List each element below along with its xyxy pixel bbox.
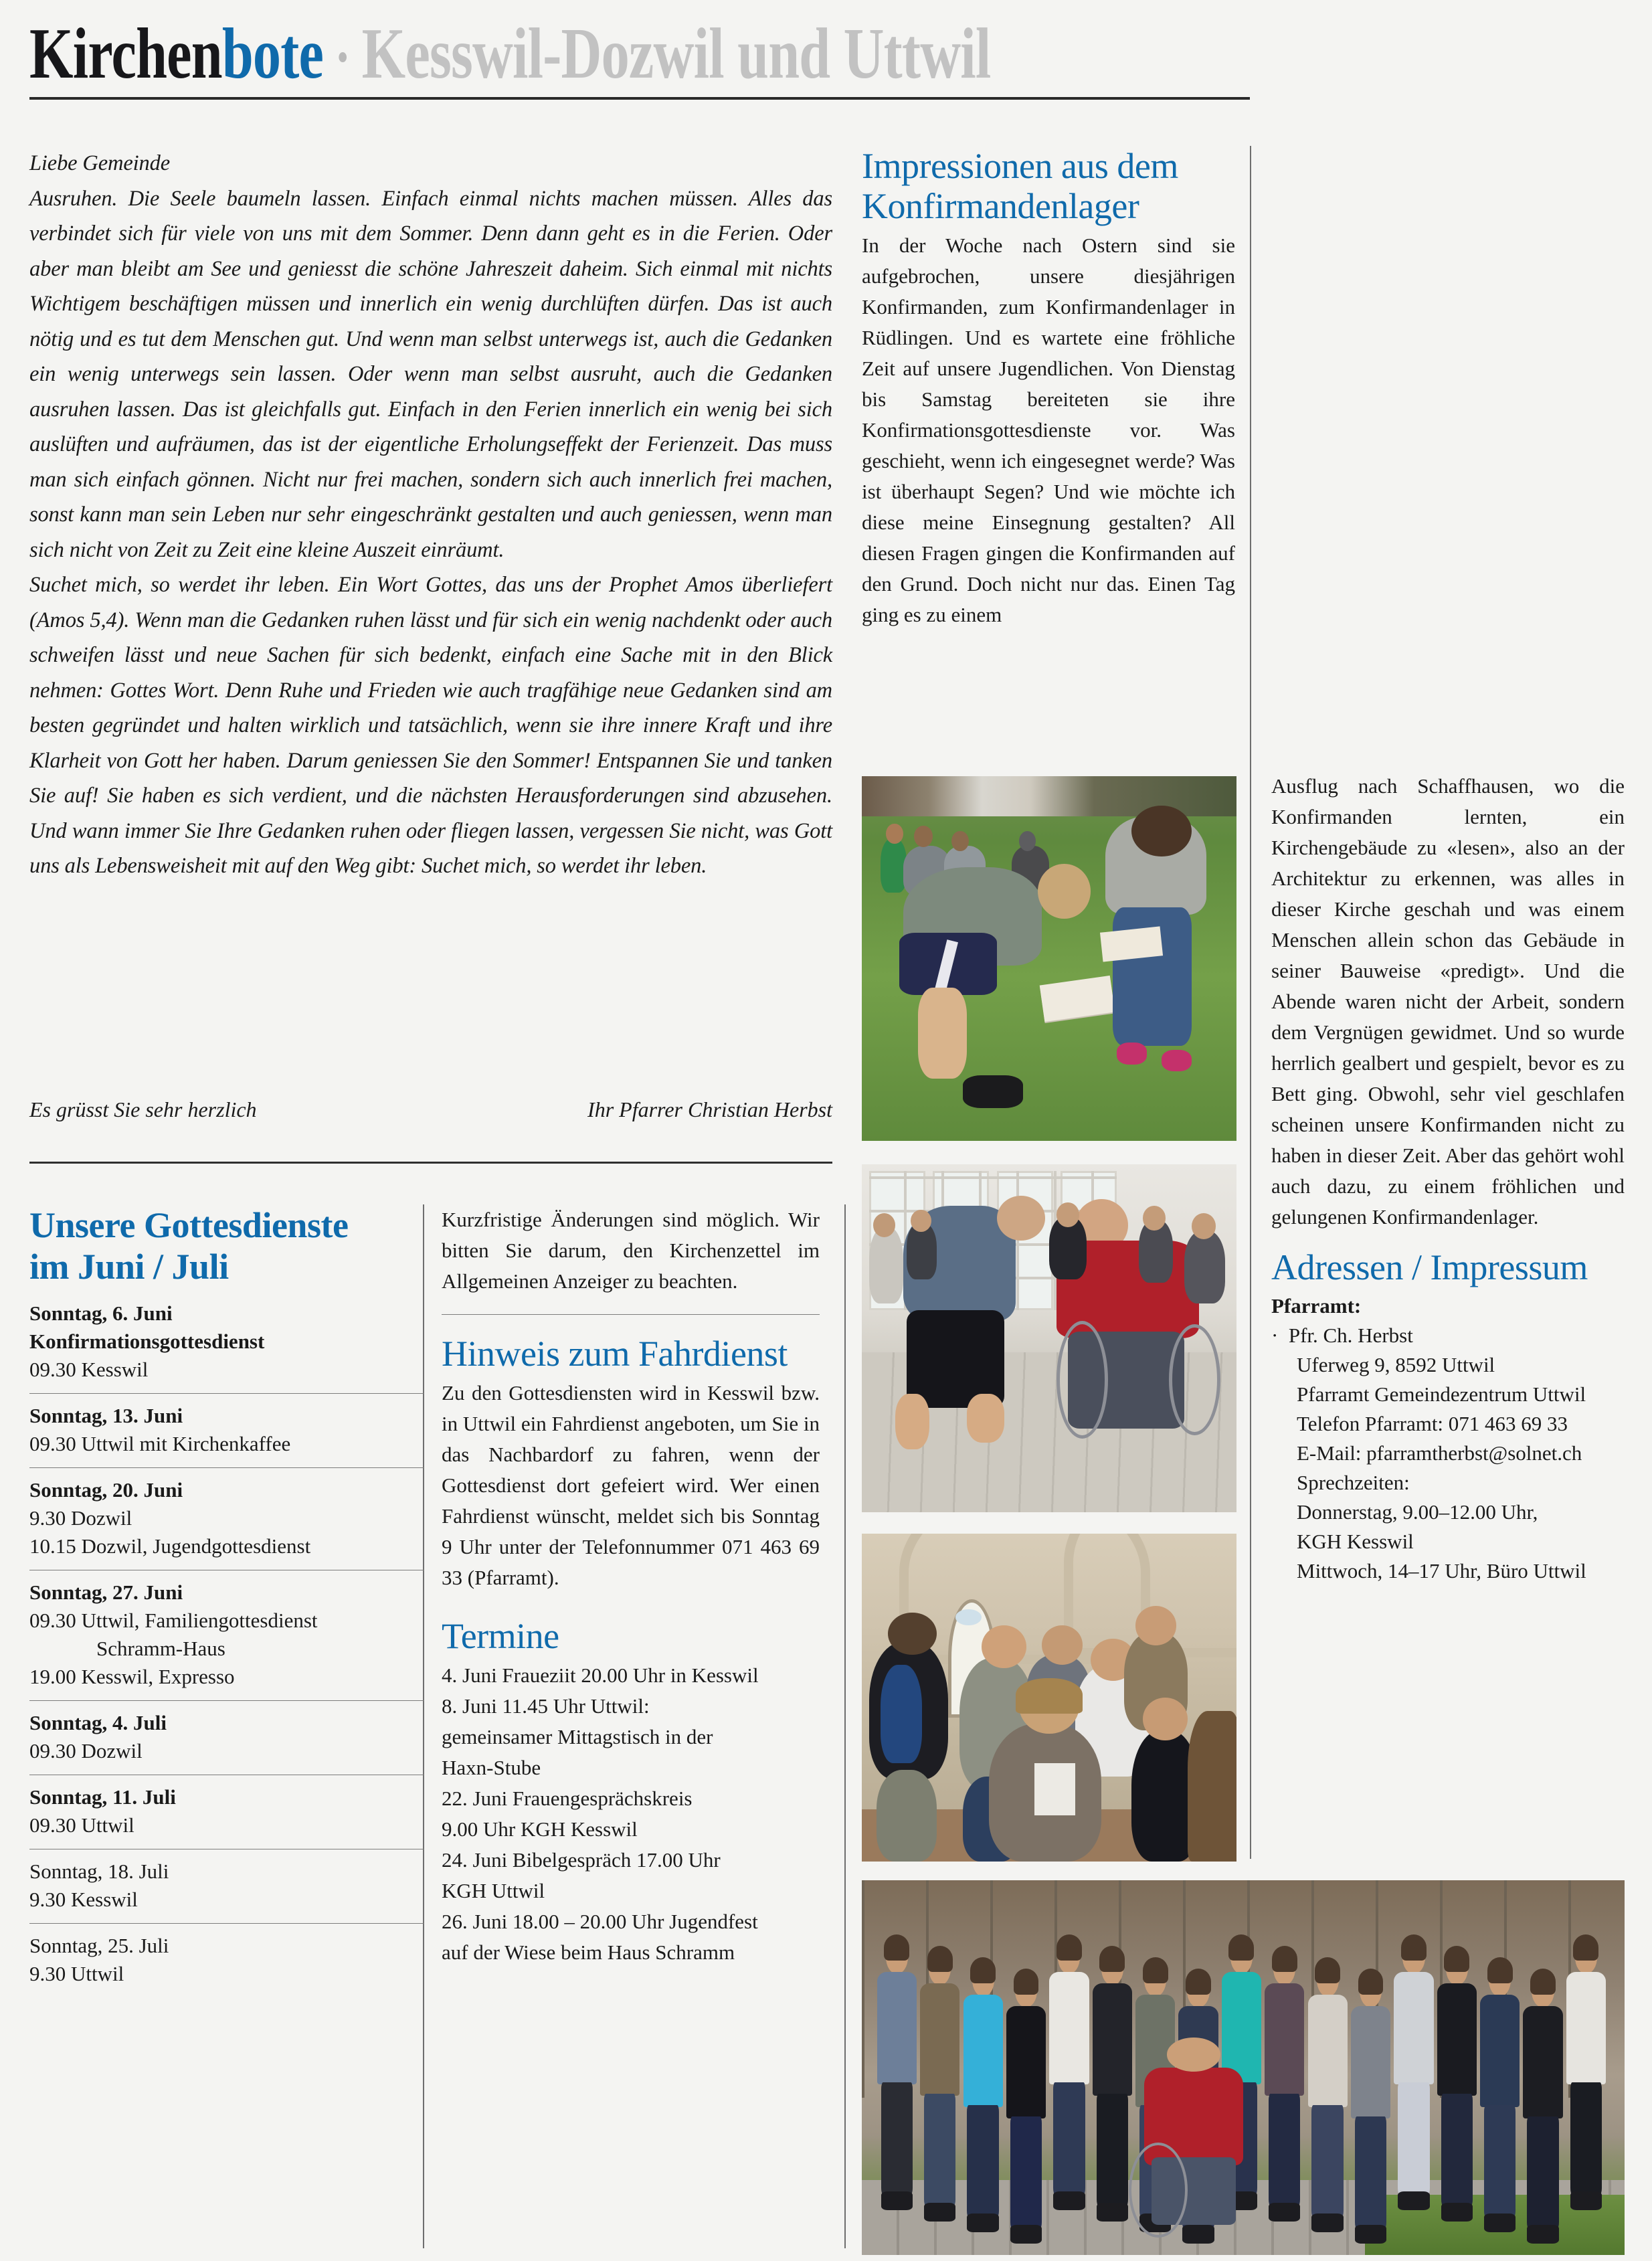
service-entry [29, 1291, 424, 1393]
notice-rule-wrap [442, 1314, 820, 1315]
termine-heading: Termine [442, 1616, 559, 1656]
adressen-line: Donnerstag, 9.00–12.00 Uhr, [1297, 1500, 1538, 1524]
service-detail: 9.30 Dozwil [29, 1506, 132, 1530]
adressen-line: Telefon Pfarramt: 071 463 69 33 [1297, 1412, 1568, 1435]
group-person-torso [1093, 1983, 1132, 2096]
group-person-hair [970, 1957, 996, 1983]
services-section [29, 1204, 424, 1997]
fahrdienst-heading: Hinweis zum Fahrdienst [442, 1334, 788, 1374]
group-person-shoes [1010, 2225, 1042, 2244]
group-person-torso [1006, 2006, 1046, 2118]
group-person-hair [1099, 1946, 1125, 1972]
group-person-torso [1394, 1972, 1433, 2084]
group-person-legs [1398, 2082, 1429, 2195]
impressionen-text-part2: Ausflug nach Schaffhausen, wo die Konfirmanden lernten, ein Kirchengebäude zu «lesen», also an der Architektur zu erkennen, was alles in dieser Kirche geschah und was einem Menschen allein schon das Gebäude in seiner Bauweise «predigt». Und die Abende waren nicht der Arbeit, sondern dem Vergnügen gewidmet. Und so wurde herrlich gealbert und gespielt, bevor es zu Bett ging. Obwohl, sehr viel geschlafen scheinen unsere Konfirmanden nicht zu haben in dieser Zeit. Aber das gehört wohl auch dazu, zu einem fröhlichen und gelungenen Konfirmandenlager. [1271, 774, 1625, 1229]
group-person-hair [1186, 1969, 1211, 1995]
group-person-legs [1311, 2105, 1343, 2218]
service-detail: 09.30 Uttwil, Familiengottesdienst [29, 1609, 318, 1632]
service-date: Sonntag, 4. Juli [29, 1711, 167, 1734]
group-person-hair [1401, 1934, 1427, 1961]
fahrdienst-block [442, 1334, 820, 1593]
service-entry [29, 1775, 424, 1849]
group-person-hair [884, 1934, 909, 1961]
service-detail: 10.15 Dozwil, Jugendgottesdienst [29, 1534, 311, 1558]
group-person-shoes [1484, 2213, 1516, 2232]
group-wheelchair-person-head [1167, 2038, 1220, 2071]
adressen-line: · Pfr. Ch. Herbst [1271, 1321, 1625, 1350]
service-detail: Schramm-Haus [96, 1637, 225, 1660]
group-person-legs [1527, 2116, 1558, 2229]
termine-line: 24. Juni Bibelgespräch 17.00 Uhr [442, 1848, 721, 1872]
group-person-hair [1228, 1934, 1254, 1961]
masthead-place: Kesswil-Dozwil und Uttwil [361, 14, 991, 94]
masthead-separator-dot: · [335, 23, 351, 91]
service-detail: 09.30 Dozwil [29, 1739, 143, 1762]
service-entry [29, 1394, 424, 1467]
masthead-title-secondary: bote [221, 14, 324, 94]
service-date: Sonntag, 13. Juni [29, 1404, 183, 1427]
termine-line: 4. Juni Fraueziit 20.00 Uhr in Kesswil [442, 1663, 759, 1687]
editorial-signoff-right: Ihr Pfarrer Christian Herbst [587, 1097, 832, 1121]
impressionen-heading-line2: Konfirmandenlager [862, 186, 1139, 226]
group-person-legs [1441, 2094, 1473, 2206]
group-wheelchair-wheel [1129, 2143, 1188, 2238]
group-person-torso [1351, 2006, 1390, 2118]
adressen-heading: Adressen / Impressum [1271, 1247, 1588, 1287]
termine-line: 8. Juni 11.45 Uhr Uttwil: [442, 1694, 650, 1718]
group-person-shoes [1097, 2203, 1128, 2222]
termine-block [442, 1616, 820, 1968]
group-person-shoes [881, 2191, 913, 2210]
service-entry [29, 1468, 424, 1570]
group-person-torso [1049, 1972, 1089, 2084]
service-entry [29, 1701, 424, 1775]
adressen-section [1271, 1247, 1625, 1586]
termine-line: 26. Juni 18.00 – 20.00 Uhr Jugendfest [442, 1910, 758, 1933]
adressen-line: KGH Kesswil [1297, 1530, 1414, 1553]
impressionen-text-part1: In der Woche nach Ostern sind sie aufgebrochen, unsere diesjährigen Konfirmanden, zum Konfirmandenlager in Rüdlingen. Und es wartete eine fröhliche Zeit auf unsere Jugendlichen. Von Dienstag bis Samstag bereiteten sie ihre Konfirmationsgottesdienste vor. Was geschieht, wenn ich eingesegnet werde? Was ist überhaupt Segen? Und wie möchte ich diese meine Einsegnung gestalten? All diesen Fragen gingen die Konfirmanden auf den Grund. Doch nicht nur das. Einen Tag ging es zu einem [862, 234, 1235, 626]
termine-line: gemeinsamer Mittagstisch in der [442, 1725, 713, 1748]
masthead [29, 14, 1622, 94]
group-person-shoes [967, 2213, 998, 2232]
termine-line: KGH Uttwil [442, 1879, 545, 1902]
service-detail: 9.30 Uttwil [29, 1962, 124, 1985]
photo-kirchenbesichtigung [862, 1534, 1236, 1862]
service-entry [29, 1570, 424, 1700]
service-date: Sonntag, 11. Juli [29, 1785, 176, 1809]
group-person-torso [1437, 1983, 1477, 2096]
group-person-hair [1358, 1969, 1384, 1995]
adressen-line: Pfarramt Gemeindezentrum Uttwil [1297, 1382, 1586, 1406]
impressionen-heading [862, 146, 1235, 226]
group-person-hair [1315, 1957, 1340, 1983]
group-person-torso [1265, 1983, 1304, 2096]
service-detail: 09.30 Uttwil [29, 1813, 134, 1837]
notice-rule [442, 1314, 820, 1315]
termine-list [442, 1660, 820, 1968]
group-person-hair [927, 1946, 953, 1972]
group-person-legs [1053, 2082, 1085, 2195]
editorial-paragraph-1: Ausruhen. Die Seele baumeln lassen. Einfach einmal nichts machen müssen. Alles das verbindet sich für viele von uns mit dem Sommer. Denn dann geht es in die Ferien. Oder aber man bleibt am See und geniesst die schöne Jahreszeit daheim. Sich einmal mit nichts Wichtigem beschäftigen müssen und innerlich ein wenig durchlüften dürfen. Das ist auch nötig und es tut dem Menschen gut. Und wenn man selbst unterwegs ist, auch die Gedanken ein wenig unterwegs sein lassen. Oder wenn man selbst ausruht, auch die Gedanken ausruhen lassen. Das ist gleichfalls gut. Einfach in den Ferien innerlich ein wenig bei sich auslüften und aufräumen, das ist der eigentliche Erholungseffekt der Ferienzeit. Das muss man sich einfach gönnen. Nicht nur frei machen, sondern sich auch innerlich frei machen, sonst kann man sein Leben nur sehr eingeschränkt gestalten und auch geniessen, wenn man sich nicht von Zeit zu Zeit eine kleine Auszeit einräumt. [29, 186, 832, 562]
service-date: Sonntag, 18. Juli [29, 1860, 169, 1883]
editorial-signature-row [29, 1097, 832, 1122]
group-person-hair [1143, 1957, 1168, 1983]
group-person-legs [967, 2105, 998, 2218]
group-person-hair [1573, 1934, 1598, 1961]
service-entry [29, 1849, 424, 1923]
group-person-legs [1484, 2105, 1516, 2218]
group-person-legs [1010, 2116, 1042, 2229]
column-divider-3 [1250, 146, 1251, 1859]
services-heading-line2: im Juni / Juli [29, 1247, 229, 1287]
group-person-shoes [1053, 2191, 1085, 2210]
group-person-shoes [1398, 2191, 1429, 2210]
group-person-hair [1444, 1946, 1469, 1972]
adressen-line: E-Mail: pfarramtherbst@solnet.ch [1297, 1441, 1582, 1465]
service-date: Sonntag, 20. Juni [29, 1478, 183, 1502]
photo-spiel-im-saal [862, 1164, 1236, 1512]
service-entry [29, 1924, 424, 1997]
group-person-legs [1097, 2094, 1128, 2206]
group-person-legs [1570, 2082, 1602, 2195]
group-person-torso [1308, 1995, 1348, 2107]
group-person-legs [1355, 2116, 1386, 2229]
group-person-legs [924, 2094, 955, 2206]
masthead-rule [29, 97, 1250, 100]
services-heading [29, 1204, 424, 1287]
service-detail: 09.30 Kesswil [29, 1358, 149, 1381]
group-person-hair [1014, 1969, 1039, 1995]
column-three [862, 146, 1235, 630]
service-date: Sonntag, 6. Juni [29, 1301, 173, 1325]
adressen-line: Uferweg 9, 8592 Uttwil [1297, 1353, 1495, 1376]
group-person-torso [920, 1983, 959, 2096]
service-detail: 19.00 Kesswil, Expresso [29, 1665, 235, 1688]
group-person-torso [1480, 1995, 1520, 2107]
group-person-legs [1269, 2094, 1300, 2206]
group-person-hair [1530, 1969, 1556, 1995]
photo-konfirmanden-wiese [862, 776, 1236, 1141]
group-person-shoes [1441, 2203, 1473, 2222]
services-list [29, 1291, 424, 1997]
group-person-shoes [1527, 2225, 1558, 2244]
services-heading-line1: Unsere Gottesdienste [29, 1205, 349, 1245]
group-person-torso [1566, 1972, 1606, 2084]
group-person-hair [1487, 1957, 1513, 1983]
termine-line: 9.00 Uhr KGH Kesswil [442, 1817, 638, 1841]
group-person-hair [1057, 1934, 1082, 1961]
impressionen-heading-line1: Impressionen aus dem [862, 146, 1178, 186]
notice-text: Kurzfristige Änderungen sind möglich. Wir bitten Sie darum, den Kirchenzettel im Allgemeinen Anzeiger zu beachten. [442, 1208, 820, 1293]
group-person-torso [963, 1995, 1003, 2107]
service-detail: 9.30 Kesswil [29, 1888, 138, 1911]
masthead-title-primary: Kirchen [29, 14, 222, 94]
adressen-label: Pfarramt: [1271, 1294, 1362, 1318]
editorial-salutation: Liebe Gemeinde [29, 151, 170, 175]
termine-line: Haxn-Stube [442, 1756, 541, 1779]
editorial-signoff-left: Es grüsst Sie sehr herzlich [29, 1097, 257, 1121]
group-person-shoes [1570, 2191, 1602, 2210]
group-person-hair [1272, 1946, 1297, 1972]
column-two [442, 1204, 820, 1975]
group-person-torso [877, 1972, 917, 2084]
notice-block [442, 1204, 820, 1297]
column-divider-2 [844, 1204, 846, 2248]
termine-line: 22. Juni Frauengesprächskreis [442, 1787, 693, 1810]
service-detail: 09.30 Uttwil mit Kirchenkaffee [29, 1432, 291, 1455]
editorial-bottom-rule [29, 1162, 832, 1164]
editorial-article [29, 146, 832, 884]
service-detail: Konfirmationsgottesdienst [29, 1330, 265, 1353]
group-person-shoes [1311, 2213, 1343, 2232]
group-person-torso [1523, 2006, 1562, 2118]
fahrdienst-text: Zu den Gottesdiensten wird in Kesswil bzw. in Uttwil ein Fahrdienst angeboten, um Sie in das Nachbardorf zu fahren, wenn der Gottesdienst dort gefeiert wird. Wer einen Fahrdienst wünscht, meldet sich bis Sonntag 9 Uhr unter der Telefonnummer 071 463 69 33 (Pfarramt). [442, 1381, 820, 1589]
group-person-shoes [1355, 2225, 1386, 2244]
adressen-list [1271, 1321, 1625, 1586]
photo-gruppenbild [862, 1880, 1625, 2255]
group-person-shoes [1269, 2203, 1300, 2222]
adressen-line: Mittwoch, 14–17 Uhr, Büro Uttwil [1297, 1559, 1586, 1582]
adressen-line: Sprechzeiten: [1297, 1471, 1410, 1494]
termine-line: auf der Wiese beim Haus Schramm [442, 1940, 735, 1964]
group-person-shoes [1182, 2225, 1214, 2244]
service-date: Sonntag, 25. Juli [29, 1934, 169, 1957]
group-person-shoes [924, 2203, 955, 2222]
group-person-legs [881, 2082, 913, 2195]
column-four [1271, 771, 1625, 1586]
editorial-paragraph-2: Suchet mich, so werdet ihr leben. Ein Wort Gottes, das uns der Prophet Amos überliefert (Amos 5,4). Wenn man die Gedanken ruhen lässt und für sich ein wenig nachdenkt oder auch schweifen lässt und neue Sachen für sich bedenkt, einfach eine Sache mit in den Blick nehmen: Gottes Wort. Denn Ruhe und Frieden wie auch tragfähige neue Gedanken sind am besten gegründet und halten wirklich und tatsächlich, wenn sie ihre innere Kraft und ihre Klarheit von Gott her haben. Darum geniessen Sie den Sommer! Entspannen Sie und tanken Sie auf! Sie haben es sich verdient, und die nächsten Herausforderungen sind abzusehen. Und wann immer Sie Ihre Gedanken ruhen oder fliegen lassen, vergessen Sie nicht, was Gott uns als Lebensweisheit mit auf den Weg gibt: Suchet mich, so werdet ihr leben. [29, 573, 832, 878]
service-date: Sonntag, 27. Juni [29, 1580, 183, 1604]
